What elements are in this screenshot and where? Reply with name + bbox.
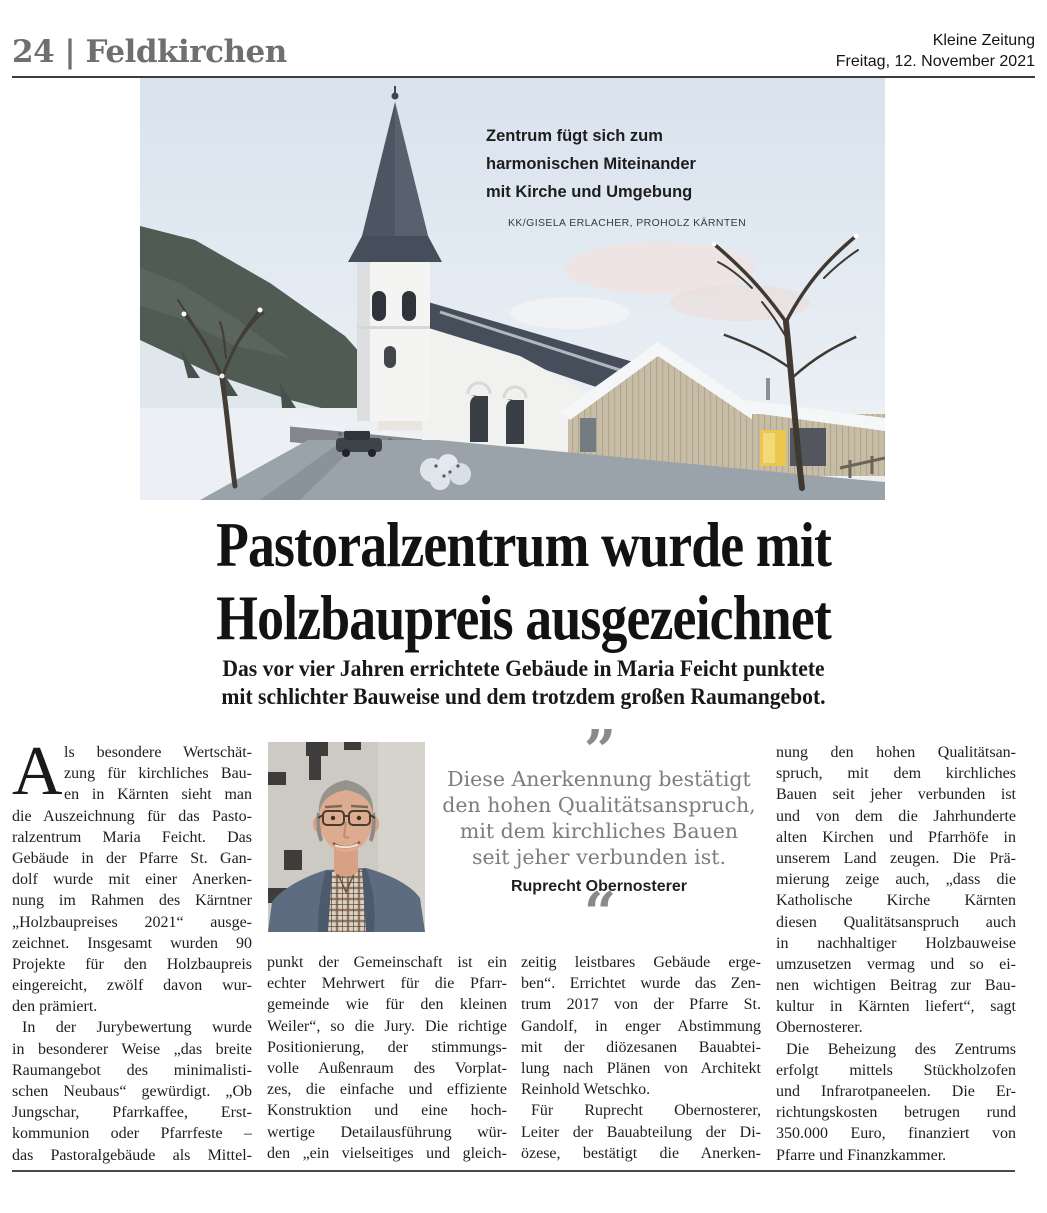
body-line: in nachhaltiger Holzbauweise: [776, 934, 1016, 952]
body-line: diesen Qualitätsanspruch auch: [776, 913, 1016, 931]
body-line: kultur in Kärnten liefert“, sagt: [776, 998, 1016, 1016]
pull-quote-line: den hohen Qualitätsanspruch,: [442, 793, 756, 817]
body-line: zeitig leistbares Gebäude erge-: [521, 954, 761, 971]
body-line: in besonderer Weise „das breite: [12, 1040, 252, 1058]
body-line: und Infrarotpaneelen. Die Er-: [776, 1083, 1016, 1100]
paper-name: Kleine Zeitung: [932, 32, 1035, 49]
body-line: Gebäude in der Pfarre St. Gan-: [12, 849, 252, 867]
body-line: schen Neubaus“ gewürdigt. „Ob: [12, 1083, 252, 1100]
body-line: Für Ruprecht Obernosterer,: [531, 1102, 761, 1120]
portrait-photo-ruprecht-obernosterer: [268, 742, 425, 932]
article-headline: [0, 508, 1047, 654]
body-line: Gandolf, in enger Abstimmung: [521, 1017, 761, 1035]
body-line: Jungschar, Pfarrkaffee, Erst-: [12, 1104, 252, 1122]
body-line: „Holzbaupreises 2021“ ausge-: [12, 913, 252, 931]
caption-line: Zentrum fügt sich zum: [486, 127, 663, 145]
body-line: echter Mehrwert für die Pfarr-: [267, 975, 507, 993]
body-line: en in Kärnten sieht man: [64, 786, 252, 804]
pull-quote-attribution: Ruprecht Obernosterer: [510, 878, 688, 895]
caption-line: mit Kirche und Umgebung: [486, 183, 693, 201]
body-line: den „ein vielseitiges und gleich-: [267, 1144, 507, 1162]
body-line: zes, die einfache und effiziente: [267, 1081, 507, 1099]
subhead-line: Das vor vier Jahren errichtete Gebäude in Maria Feicht punktete: [222, 656, 825, 681]
body-line: volle Außenraum des Vorplat-: [267, 1059, 507, 1077]
body-line: nen wichtigen Beitrag zur Bau-: [776, 977, 1016, 995]
close-quote-icon: “: [583, 880, 615, 946]
pull-quote: [436, 718, 762, 946]
body-line: Leiter der Bauabteilung der Di-: [521, 1123, 761, 1141]
portrait-illustration: [268, 742, 425, 932]
body-line: Pfarre und Finanzkammer.: [776, 1146, 947, 1164]
body-line: lung nach Plänen von Architekt: [521, 1059, 761, 1077]
body-line: gemeinde wie für den kleinen: [267, 996, 507, 1014]
pull-quote-line: mit dem kirchliches Bauen: [459, 819, 739, 843]
body-line: wertige Detailausführung wür-: [267, 1123, 507, 1141]
body-line: das Pastoralgebäude als Mittel-: [12, 1146, 252, 1164]
body-line: Obernosterer.: [776, 1019, 863, 1037]
body-line: und von dem die Jahrhunderte: [776, 807, 1016, 825]
body-column-1: [12, 733, 252, 1166]
main-photo-church-winter: [140, 78, 885, 500]
body-line: punkt der Gemeinschaft ist ein: [267, 954, 507, 971]
issue-date: Freitag, 12. November 2021: [835, 53, 1035, 70]
pull-quote-lines: [436, 766, 762, 870]
body-line: özese, bestätigt die Anerken-: [521, 1144, 761, 1162]
body-line: eingereicht, zwölf davon wur-: [12, 977, 252, 995]
section-page-label: 24 | Feldkirchen: [12, 34, 287, 70]
body-line: umzusetzen vermag und so ei-: [776, 955, 1016, 973]
body-line: mierung zeige auch, „dass die: [776, 871, 1016, 889]
pull-quote-line: seit jeher verbunden ist.: [472, 845, 726, 869]
bottom-rule: [12, 1170, 1015, 1172]
body-line: Reinhold Wetschko.: [521, 1081, 651, 1099]
body-column-4: [776, 742, 1016, 1166]
body-line: 350.000 Euro, finanziert von: [776, 1125, 1016, 1143]
body-line: dolf wurde mit einer Anerken-: [12, 871, 252, 889]
body-line: alten Kirchen und Pfarrhöfe in: [776, 828, 1016, 846]
body-line: Konstruktion und eine hoch-: [267, 1102, 507, 1120]
body-line: Raumangebot des minimalisti-: [12, 1061, 252, 1079]
body-column-2: [267, 952, 507, 1164]
body-line: In der Jurybewertung wurde: [22, 1019, 252, 1037]
body-line: unserem Land zeugen. Die Prä-: [776, 849, 1016, 867]
headline-line: Holzbaupreis ausgezeichnet: [216, 582, 831, 653]
photo-credit: KK/GISELA ERLACHER, PROHOLZ KÄRNTEN: [508, 217, 747, 229]
body-line: richtungskosten betrugen rund: [776, 1104, 1016, 1122]
photo-caption: [486, 122, 756, 237]
article-subhead: [0, 655, 1047, 711]
body-line: ralzentrum Maria Feicht. Das: [12, 828, 252, 846]
body-line: nung den hohen Qualitätsan-: [776, 744, 1016, 761]
body-line: zung für kirchliches Bau-: [64, 765, 252, 783]
body-line: Die Beheizung des Zentrums: [786, 1040, 1016, 1058]
headline-line: Pastoralzentrum wurde mit: [215, 509, 832, 580]
body-line: ls besondere Wertschät-: [64, 744, 252, 761]
body-line: zeichnet. Insgesamt wurden 90: [12, 934, 252, 952]
body-column-3: [521, 952, 761, 1164]
drop-cap: A: [12, 733, 63, 810]
body-line: erfolgt mittels Stückholzofen: [776, 1061, 1016, 1079]
body-line: trum 2017 von der Pfarre St.: [521, 996, 761, 1014]
open-quote-icon: ”: [583, 718, 615, 784]
body-line: nung im Rahmen des Kärntner: [12, 892, 252, 910]
body-line: spruch, mit dem kirchliches: [776, 765, 1016, 783]
subhead-line: mit schlichter Bauweise und dem trotzdem großen Raumangebot.: [221, 684, 826, 709]
body-line: Katholische Kirche Kärnten: [776, 892, 1016, 910]
body-line: Positionierung, der stimmungs-: [267, 1038, 507, 1056]
body-line: kommunion oder Pfarrfeste –: [12, 1125, 252, 1143]
body-line: mit der diözesanen Bauabtei-: [521, 1038, 761, 1056]
body-line: ben“. Errichtet wurde das Zen-: [521, 975, 761, 993]
body-line: Weiler“, so die Jury. Die richtige: [267, 1017, 507, 1035]
pull-quote-line: Diese Anerkennung bestätigt: [447, 767, 751, 791]
body-line: die Auszeichnung für das Pasto-: [12, 807, 252, 825]
body-line: den prämiert.: [12, 998, 98, 1016]
caption-line: harmonischen Miteinander: [486, 155, 696, 173]
body-line: Projekte für den Holzbaupreis: [12, 955, 252, 973]
masthead: [836, 30, 1035, 72]
body-line: Bauen seit jeher verbunden ist: [776, 786, 1016, 804]
